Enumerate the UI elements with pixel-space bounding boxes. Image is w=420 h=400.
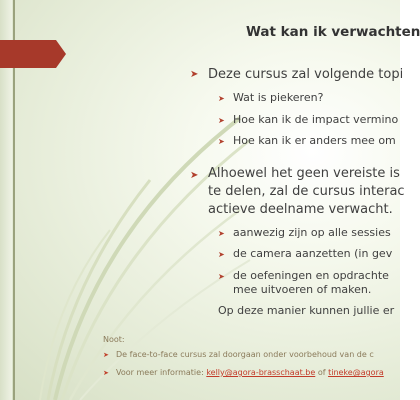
note-arrow-icon: ➤ bbox=[103, 369, 109, 377]
bullet-2-line: te delen, zal de cursus interac bbox=[208, 184, 405, 199]
title-accent-tab bbox=[0, 40, 56, 68]
arrow-bullet-icon: ➤ bbox=[218, 116, 225, 125]
bullet-2-line: Alhoewel het geen vereiste is bbox=[208, 166, 400, 181]
sub-bullet-continuation: mee uitvoeren of maken. bbox=[233, 283, 372, 296]
note-or: of bbox=[315, 368, 329, 377]
sub-bullet: aanwezig zijn op alle sessies bbox=[233, 226, 391, 239]
arrow-bullet-icon: ➤ bbox=[218, 229, 225, 238]
note-label: Noot: bbox=[103, 335, 125, 344]
sub-bullet: Hoe kan ik er anders mee om bbox=[233, 134, 396, 147]
sub-bullet: Wat is piekeren? bbox=[233, 91, 324, 104]
sub-bullet: de camera aanzetten (in gev bbox=[233, 247, 393, 260]
email-link-kelly[interactable]: kelly@agora-brasschaat.be bbox=[206, 368, 316, 377]
note-contact-label: Voor meer informatie: bbox=[116, 368, 204, 377]
arrow-bullet-icon: ➤ bbox=[218, 137, 225, 146]
sub-bullet: de oefeningen en opdrachte bbox=[233, 269, 389, 282]
arrow-bullet-icon: ➤ bbox=[190, 69, 199, 80]
email-link-tineke[interactable]: tineke@agora bbox=[328, 368, 384, 377]
sub-bullet: Hoe kan ik de impact vermino bbox=[233, 113, 399, 126]
bullet-2-line: actieve deelname verwacht. bbox=[208, 202, 393, 217]
arrow-bullet-icon: ➤ bbox=[190, 170, 199, 181]
closing-line: Op deze manier kunnen jullie er bbox=[218, 304, 395, 317]
note-item-contact bbox=[116, 368, 384, 377]
arrow-bullet-icon: ➤ bbox=[218, 272, 225, 281]
arrow-bullet-icon: ➤ bbox=[218, 250, 225, 259]
arrow-bullet-icon: ➤ bbox=[218, 94, 225, 103]
note-item: De face-to-face cursus zal doorgaan onder voorbehoud van de c bbox=[116, 350, 374, 359]
note-arrow-icon: ➤ bbox=[103, 351, 109, 359]
slide-title: Wat kan ik verwachten bbox=[246, 24, 420, 40]
bullet-1-text: Deze cursus zal volgende topi bbox=[208, 67, 404, 82]
